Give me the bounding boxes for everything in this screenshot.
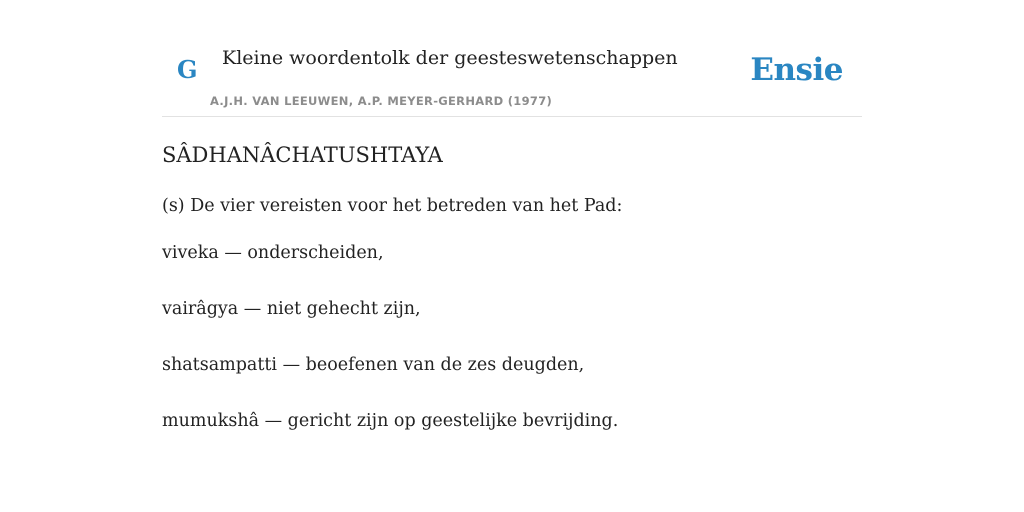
book-title[interactable]: Kleine woordentolk der geesteswetenschappen [222,47,678,69]
entry-line-viveka: viveka — onderscheiden, [162,243,384,263]
entry-title: SÂDHANÂCHATUSHTAYA [162,143,443,167]
brand-logo[interactable]: Ensie [750,52,843,88]
book-authors: A.J.H. VAN LEEUWEN, A.P. MEYER-GERHARD (1977) [210,94,553,108]
entry-intro: (s) De vier vereisten voor het betreden van het Pad: [162,196,623,216]
entry-line-shatsampatti: shatsampatti — beoefenen van de zes deugden, [162,355,585,375]
book-logo-icon[interactable]: G [177,55,198,84]
entry-line-vairagya: vairâgya — niet gehecht zijn, [162,299,421,319]
entry-line-mumuksha: mumukshâ — gericht zijn op geestelijke bevrijding. [162,411,619,431]
book-header [162,0,862,117]
